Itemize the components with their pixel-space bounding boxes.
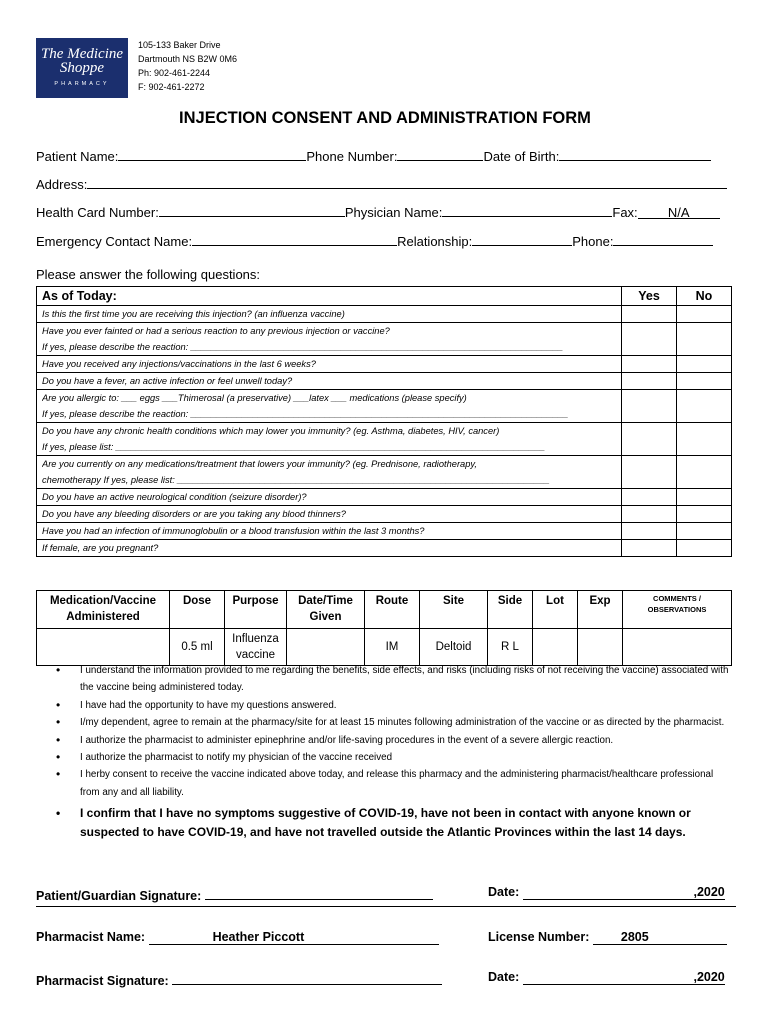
answer-no-cell[interactable]: [677, 456, 732, 489]
address-phone: Ph: 902-461-2244: [138, 68, 211, 78]
yes-column-header: Yes: [622, 287, 677, 306]
question-text: [37, 456, 622, 489]
pharmacist-name-row: [36, 930, 439, 945]
question-text: [37, 540, 622, 557]
address-field[interactable]: [87, 175, 727, 189]
question-row: [37, 356, 732, 373]
phone-number-label: Phone Number:: [306, 149, 398, 164]
logo-line-3: PHARMACY: [54, 81, 110, 87]
side-cell[interactable]: R L: [488, 629, 533, 666]
pharmacy-logo: [36, 38, 128, 98]
logo-line-1: The Medicine: [40, 46, 124, 62]
answer-no-cell[interactable]: [677, 523, 732, 540]
patient-info-row-3: [36, 203, 720, 220]
license-row: [488, 930, 727, 945]
answer-yes-cell[interactable]: [622, 489, 677, 506]
medication-row: [37, 629, 732, 666]
question-text: [37, 356, 622, 373]
question-row: [37, 390, 732, 423]
physician-label: Physician Name:: [344, 205, 443, 220]
consent-item: • I authorize the pharmacist to notify my physician of the vaccine received: [52, 749, 732, 766]
medication-cell[interactable]: [37, 629, 170, 666]
question-row: [37, 323, 732, 356]
license-value: 2805: [620, 930, 649, 944]
question-row: [37, 456, 732, 489]
emergency-contact-label: Emergency Contact Name:: [36, 234, 193, 249]
col-site: Site: [420, 591, 488, 629]
answer-no-cell[interactable]: [677, 390, 732, 423]
patient-name-label: Patient Name:: [36, 149, 119, 164]
consent-item: • I authorize the pharmacist to administer epinephrine and/or life-saving procedures in the event of a severe allergic reaction.: [52, 732, 732, 749]
patient-signature-field[interactable]: [205, 885, 433, 900]
answer-no-cell[interactable]: [677, 323, 732, 356]
answer-yes-cell[interactable]: [622, 373, 677, 390]
fax-label: Fax:: [612, 205, 638, 220]
question-line: Have you received any injections/vaccinations in the last 6 weeks?: [42, 359, 316, 369]
medication-table: [36, 590, 732, 666]
questions-intro: Please answer the following questions:: [36, 267, 261, 282]
question-row: [37, 489, 732, 506]
pharmacist-signature-label: Pharmacist Signature:: [36, 974, 169, 988]
form-title: INJECTION CONSENT AND ADMINISTRATION FORM: [179, 109, 591, 127]
purpose-cell[interactable]: Influenza vaccine: [225, 629, 287, 666]
col-purpose: Purpose: [225, 591, 287, 629]
answer-yes-cell[interactable]: [622, 390, 677, 423]
question-line: Do you have an active neurological condition (seizure disorder)?: [42, 492, 307, 502]
answer-yes-cell[interactable]: [622, 540, 677, 557]
no-column-header: No: [677, 287, 732, 306]
patient-date-row: [488, 885, 725, 900]
col-exp: Exp: [578, 591, 623, 629]
answer-no-cell[interactable]: [677, 356, 732, 373]
physician-field[interactable]: [442, 203, 612, 217]
lot-cell[interactable]: [533, 629, 578, 666]
emergency-contact-field[interactable]: [192, 232, 397, 246]
address-city: Dartmouth NS B2W 0M6: [138, 54, 238, 64]
relationship-field[interactable]: [472, 232, 572, 246]
question-line: If yes, please describe the reaction: ________________________________________________________________________: [42, 342, 564, 352]
col-side: Side: [488, 591, 533, 629]
question-line: Do you have any bleeding disorders or are you taking any blood thinners?: [42, 509, 346, 519]
health-card-field[interactable]: [159, 203, 345, 217]
pharmacy-address: [138, 38, 237, 94]
logo-line-2: Shoppe: [59, 60, 105, 76]
answer-yes-cell[interactable]: [622, 456, 677, 489]
patient-info-row-2: [36, 175, 727, 192]
consent-item: • I understand the information provided to me regarding the benefits, side effects, and risks (including risks of not receiving the vaccine) associated with the vaccine being administered today.: [52, 662, 732, 697]
question-line: Have you had an infection of immunoglobulin or a blood transfusion within the last 3 months?: [42, 526, 425, 536]
col-date-time: Date/Time Given: [287, 591, 365, 629]
answer-no-cell[interactable]: [677, 306, 732, 323]
answer-yes-cell[interactable]: [622, 306, 677, 323]
date-label: Date:: [488, 885, 520, 899]
question-text: [37, 423, 622, 456]
pharmacist-date-field[interactable]: ,2020: [523, 970, 725, 985]
question-line: If yes, please list: ___________________________________________________________________________________: [42, 442, 546, 452]
questions-table: [36, 286, 732, 557]
address-label: Address:: [36, 177, 88, 192]
patient-info-row-1: [36, 147, 711, 164]
question-text: [37, 506, 622, 523]
consent-statements: [52, 662, 732, 842]
pharmacist-name-field[interactable]: [149, 930, 439, 945]
patient-signature-row: [36, 885, 433, 903]
question-text: [37, 390, 622, 423]
patient-date-field[interactable]: ,2020: [523, 885, 725, 900]
patient-signature-label: Patient/Guardian Signature:: [36, 889, 202, 903]
phone-field[interactable]: [613, 232, 713, 246]
dob-field[interactable]: [559, 147, 711, 161]
question-text: [37, 323, 622, 356]
date-label: Date:: [488, 970, 520, 984]
pharmacist-name-label: Pharmacist Name:: [36, 930, 146, 944]
question-text: [37, 373, 622, 390]
comments-cell[interactable]: [623, 629, 732, 666]
question-line: If yes, please describe the reaction: _________________________________________________________________________: [42, 409, 569, 419]
consent-item: • I herby consent to receive the vaccine indicated above today, and release this pharmacy and the administering pharmacist/healthcare professional from any and all liability.: [52, 766, 732, 801]
question-text: [37, 489, 622, 506]
relationship-label: Relationship:: [397, 234, 473, 249]
questions-header-row: [37, 287, 732, 306]
col-route: Route: [365, 591, 420, 629]
address-fax: F: 902-461-2272: [138, 82, 205, 92]
consent-item: • I/my dependent, agree to remain at the pharmacy/site for at least 15 minutes following administration of the vaccine or as directed by the pharmacist.: [52, 714, 732, 731]
pharmacist-name-value: Heather Piccott: [212, 930, 305, 944]
patient-info-row-4: [36, 232, 713, 249]
as-of-today-label: As of Today:: [37, 287, 622, 306]
answer-yes-cell[interactable]: [622, 356, 677, 373]
medication-header-row: [37, 591, 732, 629]
pharmacist-signature-field[interactable]: [172, 970, 442, 985]
question-line: Do you have any chronic health conditions which may lower you immunity? (eg. Asthma, diabetes, HIV, cancer): [42, 426, 500, 436]
col-medication: Medication/Vaccine Administered: [37, 591, 170, 629]
question-line: Have you ever fainted or had a serious reaction to any previous injection or vaccine?: [42, 326, 390, 336]
signature-divider: [36, 906, 736, 907]
question-row: [37, 306, 732, 323]
question-line: Are you currently on any medications/treatment that lowers your immunity? (eg. Prednisone, radiotherapy,: [42, 459, 477, 469]
question-row: [37, 423, 732, 456]
phone-number-field[interactable]: [397, 147, 483, 161]
question-row: [37, 506, 732, 523]
phone-label: Phone:: [572, 234, 614, 249]
license-field[interactable]: [593, 930, 727, 945]
address-street: 105-133 Baker Drive: [138, 40, 221, 50]
consent-item: • I have had the opportunity to have my questions answered.: [52, 697, 732, 714]
date-time-cell[interactable]: [287, 629, 365, 666]
site-cell[interactable]: Deltoid: [420, 629, 488, 666]
answer-yes-cell[interactable]: [622, 423, 677, 456]
col-lot: Lot: [533, 591, 578, 629]
covid-declaration: • I confirm that I have no symptoms suggestive of COVID-19, have not been in contact with anyone known or suspected to have COVID-19, and have not travelled outside the Atlantic Provinces within the last 14 days.: [52, 804, 732, 842]
question-row: [37, 523, 732, 540]
question-line: If female, are you pregnant?: [42, 543, 159, 553]
question-row: [37, 373, 732, 390]
health-card-label: Health Card Number:: [36, 205, 159, 220]
exp-cell[interactable]: [578, 629, 623, 666]
answer-yes-cell[interactable]: [622, 523, 677, 540]
question-line: chemotherapy If yes, please list: ________________________________________________________________________: [42, 475, 550, 485]
question-row: [37, 540, 732, 557]
answer-no-cell[interactable]: [677, 373, 732, 390]
answer-yes-cell[interactable]: [622, 506, 677, 523]
fax-field[interactable]: N/A: [638, 205, 720, 219]
question-line: Is this the first time you are receiving this injection? (an influenza vaccine): [42, 309, 345, 319]
pharmacist-date-row: [488, 970, 725, 985]
answer-yes-cell[interactable]: [622, 323, 677, 356]
col-dose: Dose: [170, 591, 225, 629]
question-text: [37, 306, 622, 323]
question-line: Are you allergic to: ___ eggs ___Thimerosal (a preservative) ___latex ___ medications (please specify): [42, 393, 467, 403]
question-line: Do you have a fever, an active infection or feel unwell today?: [42, 376, 293, 386]
answer-no-cell[interactable]: [677, 423, 732, 456]
pharmacist-signature-row: [36, 970, 442, 988]
dose-cell[interactable]: 0.5 ml: [170, 629, 225, 666]
patient-name-field[interactable]: [118, 147, 306, 161]
col-comments: COMMENTS / OBSERVATIONS: [623, 591, 732, 629]
answer-no-cell[interactable]: [677, 489, 732, 506]
dob-label: Date of Birth:: [483, 149, 560, 164]
question-text: [37, 523, 622, 540]
answer-no-cell[interactable]: [677, 540, 732, 557]
license-label: License Number:: [488, 930, 590, 944]
answer-no-cell[interactable]: [677, 506, 732, 523]
route-cell[interactable]: IM: [365, 629, 420, 666]
